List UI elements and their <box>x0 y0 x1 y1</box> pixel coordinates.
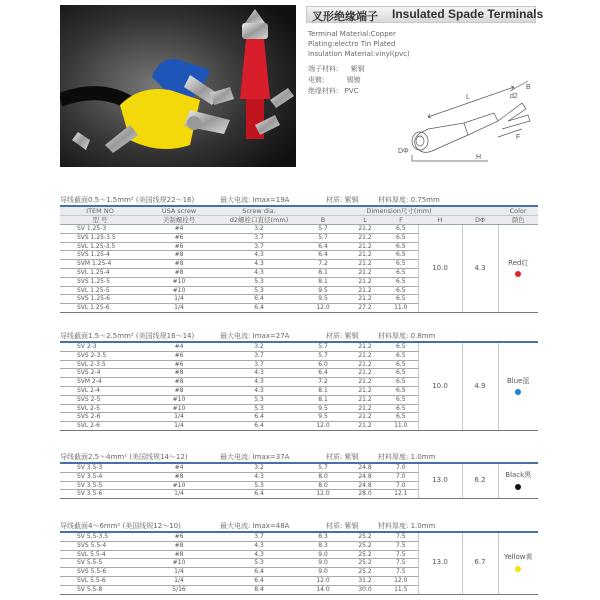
col-header-color: Color <box>498 206 538 216</box>
col-header-screw-dia: Screw dia. <box>218 206 300 216</box>
material: 材质: 紫铜 <box>326 196 359 204</box>
item-no-cell: SVL 2-5 <box>60 404 140 413</box>
dim-b-cell: 9.0 <box>300 559 346 568</box>
usa-screw-cell: #10 <box>140 559 218 568</box>
dim-b-cell: 12.0 <box>300 576 346 585</box>
dim-f-cell: 6.5 <box>384 242 418 251</box>
screw-dia-cell: 6.4 <box>218 413 300 422</box>
material-thickness: 材料厚度: 1.0mm <box>378 522 436 530</box>
dim-b-cell: 8.1 <box>300 268 346 277</box>
dim-b-cell: 8.3 <box>300 541 346 550</box>
dim-f-cell: 6.5 <box>384 404 418 413</box>
dim-b-cell: 9.0 <box>300 568 346 577</box>
usa-screw-cell: #8 <box>140 550 218 559</box>
dim-l-cell: 21.2 <box>346 260 384 269</box>
screw-dia-cell: 3.7 <box>218 242 300 251</box>
screw-dia-cell: 4.3 <box>218 541 300 550</box>
screw-dia-cell: 4.3 <box>218 472 300 481</box>
dim-f-cell: 6.5 <box>384 277 418 286</box>
spec-section <box>60 451 538 499</box>
dim-l-cell: 21.2 <box>346 268 384 277</box>
col-header-usa-screw: USA screw <box>140 206 218 216</box>
item-no-cell: SVL 2-6 <box>60 422 140 431</box>
usa-screw-cell: #10 <box>140 404 218 413</box>
screw-dia-cell: 3.2 <box>218 463 300 472</box>
screw-dia-cell: 6.4 <box>218 568 300 577</box>
dim-f-cell: 7.0 <box>384 463 418 472</box>
dim-label-d2: d2 <box>510 93 518 100</box>
item-no-cell: SVS 2-4 <box>60 369 140 378</box>
item-no-cell: SVS 1.25-3.5 <box>60 233 140 242</box>
screw-dia-cell: 8.4 <box>218 585 300 594</box>
dim-f-cell: 6.5 <box>384 351 418 360</box>
screw-dia-cell: 3.7 <box>218 351 300 360</box>
usa-screw-cell: #8 <box>140 541 218 550</box>
spec-table <box>60 205 538 313</box>
dim-b-cell: 9.5 <box>300 295 346 304</box>
dim-l-cell: 21.2 <box>346 386 384 395</box>
dim-f-cell: 6.5 <box>384 378 418 387</box>
dim-l-cell: 21.2 <box>346 251 384 260</box>
item-no-cell: SVL 1.25-3.5 <box>60 242 140 251</box>
dim-f-cell: 6.5 <box>384 251 418 260</box>
max-current: 最大电流: Imax=27A <box>220 332 290 340</box>
spec-cn-label: 电镀: <box>308 76 325 84</box>
color-label: Red红 <box>508 258 529 267</box>
product-photo <box>60 5 296 167</box>
dim-l-cell: 21.2 <box>346 277 384 286</box>
title-english: Insulated Spade Terminals <box>392 7 544 21</box>
item-no-cell: SVL 5.5-4 <box>60 550 140 559</box>
dim-b-cell: 9.5 <box>300 413 346 422</box>
dim-l-cell: 25.2 <box>346 541 384 550</box>
item-no-cell: SVS 5.5-4 <box>60 541 140 550</box>
dim-f-cell: 6.5 <box>384 369 418 378</box>
screw-dia-cell: 4.3 <box>218 386 300 395</box>
usa-screw-cell: #6 <box>140 360 218 369</box>
dim-f-cell: 11.5 <box>384 585 418 594</box>
dim-b-cell: 5.7 <box>300 233 346 242</box>
item-no-cell: SVM 2-4 <box>60 378 140 387</box>
wire-range: 导线截面0.5～1.5mm² (美国线规22～16) <box>60 196 195 204</box>
col-header-usa-screw-cn: 美制螺栓号 <box>140 216 218 225</box>
dim-l-cell: 24.8 <box>346 463 384 472</box>
dim-l-cell: 24.8 <box>346 472 384 481</box>
dim-b-cell: 12.0 <box>300 422 346 431</box>
color-swatch-dot <box>515 566 521 572</box>
item-no-cell: SVS 2-5 <box>60 395 140 404</box>
dim-f-cell: 7.5 <box>384 532 418 541</box>
usa-screw-cell: #10 <box>140 277 218 286</box>
usa-screw-cell: #10 <box>140 286 218 295</box>
screw-dia-cell: 6.4 <box>218 576 300 585</box>
col-header-d-phi: DΦ <box>462 216 498 225</box>
dim-l-cell: 31.2 <box>346 576 384 585</box>
usa-screw-cell: #4 <box>140 342 218 351</box>
dim-f-cell: 6.5 <box>384 295 418 304</box>
spec-cn-value: 锡镀 <box>346 76 361 84</box>
color-cell <box>498 532 538 594</box>
spec-cn-label: 端子材料: <box>308 65 339 73</box>
col-header-l: L <box>346 216 384 225</box>
item-no-cell: SVL 2-3.5 <box>60 360 140 369</box>
dim-b-cell: 14.0 <box>300 585 346 594</box>
usa-screw-cell: 1/4 <box>140 413 218 422</box>
dim-b-cell: 9.0 <box>300 550 346 559</box>
col-header-color-cn: 颜色 <box>498 216 538 225</box>
dim-l-cell: 21.2 <box>346 369 384 378</box>
spec-insulation: Insulation Material:vinyl(pvc) <box>308 50 410 58</box>
dim-label-l: L <box>466 94 470 101</box>
dim-l-cell: 25.2 <box>346 568 384 577</box>
dim-h-cell: 13.0 <box>418 532 462 594</box>
item-no-cell: SVS 1.25-6 <box>60 295 140 304</box>
dim-h-cell: 10.0 <box>418 225 462 313</box>
dim-b-cell: 12.0 <box>300 304 346 313</box>
item-no-cell: SVL 5.5-6 <box>60 576 140 585</box>
dim-b-cell: 7.2 <box>300 378 346 387</box>
usa-screw-cell: 1/4 <box>140 304 218 313</box>
dim-label-b: B <box>526 84 531 91</box>
screw-dia-cell: 6.4 <box>218 490 300 499</box>
max-current: 最大电流: Imax=19A <box>220 196 290 204</box>
dim-f-cell: 7.5 <box>384 559 418 568</box>
dim-l-cell: 28.0 <box>346 490 384 499</box>
dim-b-cell: 6.4 <box>300 242 346 251</box>
dim-f-cell: 6.5 <box>384 260 418 269</box>
dim-d-phi-cell: 6.2 <box>462 463 498 499</box>
item-no-cell: SV 3.5-5 <box>60 481 140 490</box>
dim-d-phi-cell: 4.9 <box>462 342 498 430</box>
item-no-cell: SV 2-3 <box>60 342 140 351</box>
dim-l-cell: 21.2 <box>346 225 384 234</box>
usa-screw-cell: #8 <box>140 472 218 481</box>
dim-b-cell: 8.1 <box>300 277 346 286</box>
usa-screw-cell: 1/4 <box>140 490 218 499</box>
usa-screw-cell: #10 <box>140 395 218 404</box>
dim-b-cell: 5.7 <box>300 351 346 360</box>
terminals-illustration <box>60 5 296 167</box>
dim-b-cell: 9.5 <box>300 404 346 413</box>
usa-screw-cell: #8 <box>140 378 218 387</box>
dim-f-cell: 6.5 <box>384 268 418 277</box>
dim-f-cell: 7.5 <box>384 550 418 559</box>
usa-screw-cell: #6 <box>140 532 218 541</box>
spec-cn-row <box>308 75 361 85</box>
screw-dia-cell: 4.3 <box>218 369 300 378</box>
item-no-cell: SV 3.5-6 <box>60 490 140 499</box>
item-no-cell: SV 5.5-5 <box>60 559 140 568</box>
col-header-item-no: ITEM NO <box>60 206 140 216</box>
dim-l-cell: 21.2 <box>346 360 384 369</box>
material-thickness: 材料厚度: 1.0mm <box>378 453 436 461</box>
screw-dia-cell: 5.3 <box>218 481 300 490</box>
screw-dia-cell: 6.4 <box>218 304 300 313</box>
usa-screw-cell: 1/4 <box>140 568 218 577</box>
material: 材质: 紫铜 <box>326 522 359 530</box>
dim-d-phi-cell: 6.7 <box>462 532 498 594</box>
dim-b-cell: 5.7 <box>300 342 346 351</box>
spec-cn-row <box>308 86 359 96</box>
table-row <box>60 532 538 541</box>
section-header <box>60 520 538 531</box>
usa-screw-cell: 1/4 <box>140 295 218 304</box>
dim-f-cell: 7.0 <box>384 472 418 481</box>
dim-l-cell: 21.2 <box>346 404 384 413</box>
item-no-cell: SVS 5.5-6 <box>60 568 140 577</box>
dim-f-cell: 6.5 <box>384 286 418 295</box>
item-no-cell: SVS 1.25-4 <box>60 251 140 260</box>
usa-screw-cell: #8 <box>140 251 218 260</box>
dim-l-cell: 21.2 <box>346 233 384 242</box>
section-header <box>60 194 538 205</box>
screw-dia-cell: 3.7 <box>218 233 300 242</box>
screw-dia-cell: 5.3 <box>218 286 300 295</box>
material: 材质: 紫铜 <box>326 332 359 340</box>
dim-l-cell: 21.2 <box>346 422 384 431</box>
dim-f-cell: 6.5 <box>384 395 418 404</box>
col-header-screw-dia-cn: d2螺栓口直径(mm) <box>218 216 300 225</box>
dim-f-cell: 11.0 <box>384 422 418 431</box>
item-no-cell: SVS 1.25-5 <box>60 277 140 286</box>
dim-b-cell: 8.3 <box>300 532 346 541</box>
dim-h-cell: 13.0 <box>418 463 462 499</box>
item-no-cell: SVL 2-4 <box>60 386 140 395</box>
item-no-cell: SVL 1.25-4 <box>60 268 140 277</box>
max-current: 最大电流: Imax=37A <box>220 453 290 461</box>
item-no-cell: SVS 2-3.5 <box>60 351 140 360</box>
table-row <box>60 225 538 234</box>
dim-f-cell: 6.5 <box>384 233 418 242</box>
spec-terminal-material: Terminal Material:Copper <box>308 30 396 38</box>
screw-dia-cell: 4.3 <box>218 251 300 260</box>
wire-range: 导线截面4～6mm² (美国线规12～10) <box>60 522 181 530</box>
dim-f-cell: 12.0 <box>384 576 418 585</box>
usa-screw-cell: 5/16 <box>140 585 218 594</box>
spec-table <box>60 462 538 499</box>
usa-screw-cell: 1/4 <box>140 576 218 585</box>
color-cell <box>498 225 538 313</box>
wire-range: 导线截面1.5～2.5mm² (美国线规16～14) <box>60 332 195 340</box>
material-thickness: 材料厚度: 0.8mm <box>378 332 436 340</box>
usa-screw-cell: 1/4 <box>140 422 218 431</box>
section-header <box>60 330 538 341</box>
dim-b-cell: 6.4 <box>300 369 346 378</box>
usa-screw-cell: #6 <box>140 233 218 242</box>
screw-dia-cell: 4.3 <box>218 378 300 387</box>
dim-f-cell: 6.5 <box>384 386 418 395</box>
spec-plating: Plating:electro Tin Plated <box>308 40 396 48</box>
dim-b-cell: 5.7 <box>300 225 346 234</box>
terminal-barrel <box>415 123 468 152</box>
screw-dia-cell: 5.3 <box>218 559 300 568</box>
usa-screw-cell: #6 <box>140 242 218 251</box>
dim-label-h: H <box>476 154 482 161</box>
dim-d-phi-cell: 4.3 <box>462 225 498 313</box>
spec-table <box>60 531 538 595</box>
dim-l-cell: 21.2 <box>346 413 384 422</box>
screw-dia-cell: 3.7 <box>218 532 300 541</box>
usa-screw-cell: #6 <box>140 351 218 360</box>
usa-screw-cell: #8 <box>140 268 218 277</box>
screw-dia-cell: 5.3 <box>218 404 300 413</box>
dim-b-cell: 8.1 <box>300 386 346 395</box>
dim-l-cell: 27.2 <box>346 304 384 313</box>
table-row <box>60 463 538 472</box>
dim-l-cell: 21.2 <box>346 242 384 251</box>
material-thickness: 材料厚度: 0.75mm <box>378 196 440 204</box>
terminal-dimension-diagram <box>398 73 538 165</box>
dim-l-cell: 30.0 <box>346 585 384 594</box>
screw-dia-cell: 5.3 <box>218 395 300 404</box>
dim-f-cell: 7.5 <box>384 541 418 550</box>
dim-l-cell: 21.2 <box>346 295 384 304</box>
color-swatch-dot <box>515 389 521 395</box>
color-swatch-dot <box>515 484 521 490</box>
dim-b-cell: 8.0 <box>300 481 346 490</box>
item-no-cell: SV 5.5-8 <box>60 585 140 594</box>
dim-f-cell: 7.5 <box>384 568 418 577</box>
screw-dia-cell: 4.3 <box>218 260 300 269</box>
item-no-cell: SVL 1.25-5 <box>60 286 140 295</box>
table-row <box>60 342 538 351</box>
item-no-cell: SVS 2-6 <box>60 413 140 422</box>
item-no-cell: SV 5.5-3.5 <box>60 532 140 541</box>
dim-f-cell: 6.5 <box>384 360 418 369</box>
dim-f-cell: 6.5 <box>384 413 418 422</box>
dim-l-cell: 25.2 <box>346 532 384 541</box>
color-cell <box>498 463 538 499</box>
dim-l-cell: 21.2 <box>346 286 384 295</box>
dim-b-cell: 8.1 <box>300 395 346 404</box>
dim-b-cell: 8.0 <box>300 472 346 481</box>
title-chinese: 叉形绝缘端子 <box>312 10 378 23</box>
screw-dia-cell: 3.7 <box>218 360 300 369</box>
wire-range: 导线截面2.5～4mm² (美国线规14～12) <box>60 453 188 461</box>
usa-screw-cell: #4 <box>140 225 218 234</box>
dim-f-cell: 7.0 <box>384 481 418 490</box>
item-no-cell: SVM 1.25-4 <box>60 260 140 269</box>
dim-b-cell: 7.2 <box>300 260 346 269</box>
col-header-b: B <box>300 216 346 225</box>
dim-b-cell: 9.5 <box>300 286 346 295</box>
terminal-neck <box>464 113 498 135</box>
dim-l-cell: 21.2 <box>346 351 384 360</box>
screw-dia-cell: 4.3 <box>218 268 300 277</box>
dim-f-cell: 6.5 <box>384 342 418 351</box>
dim-b-cell: 6.0 <box>300 360 346 369</box>
color-label: Black黑 <box>505 471 532 480</box>
dim-label-d-phi: DΦ <box>398 148 409 155</box>
spec-section <box>60 194 538 313</box>
item-no-cell: SV 1.25-3 <box>60 225 140 234</box>
usa-screw-cell: #10 <box>140 481 218 490</box>
terminal-fork <box>498 103 530 129</box>
usa-screw-cell: #8 <box>140 369 218 378</box>
dim-f-cell: 6.5 <box>384 225 418 234</box>
color-label: Yellow黄 <box>503 553 533 562</box>
col-header-dimension: Dimension尺寸(mm) <box>300 206 498 216</box>
section-header <box>60 451 538 462</box>
screw-dia-cell: 3.2 <box>218 225 300 234</box>
dim-l-cell: 21.2 <box>346 378 384 387</box>
color-label: Blue蓝 <box>507 376 530 385</box>
dim-h-cell: 10.0 <box>418 342 462 430</box>
spec-cn-label: 绝缘材料: <box>308 87 339 95</box>
spec-cn-value: 紫铜 <box>350 65 365 73</box>
col-header-f: F <box>384 216 418 225</box>
screw-dia-cell: 6.4 <box>218 295 300 304</box>
screw-dia-cell: 5.3 <box>218 277 300 286</box>
screw-dia-cell: 4.3 <box>218 550 300 559</box>
usa-screw-cell: #8 <box>140 386 218 395</box>
screw-dia-cell: 3.2 <box>218 342 300 351</box>
material: 材质: 紫铜 <box>326 453 359 461</box>
spec-section <box>60 520 538 595</box>
usa-screw-cell: #4 <box>140 463 218 472</box>
dim-f-cell: 11.0 <box>384 304 418 313</box>
spec-section <box>60 330 538 431</box>
dim-l-cell: 25.2 <box>346 559 384 568</box>
dim-b-cell: 6.4 <box>300 251 346 260</box>
dim-b-cell: 5.7 <box>300 463 346 472</box>
screw-dia-cell: 6.4 <box>218 422 300 431</box>
spec-table <box>60 341 538 431</box>
spec-cn-value: PVC <box>344 87 359 95</box>
spec-cn-row <box>308 64 365 74</box>
dim-l-cell: 21.2 <box>346 342 384 351</box>
col-header-h: H <box>418 216 462 225</box>
max-current: 最大电流: Imax=48A <box>220 522 290 530</box>
dim-l-cell: 21.2 <box>346 395 384 404</box>
dim-label-f: F <box>516 134 521 141</box>
color-cell <box>498 342 538 430</box>
dim-l-cell: 25.2 <box>346 550 384 559</box>
dim-l-cell: 24.8 <box>346 481 384 490</box>
dim-b-cell: 12.0 <box>300 490 346 499</box>
item-no-cell: SV 3.5-4 <box>60 472 140 481</box>
col-header-item-no-cn: 型 号 <box>60 216 140 225</box>
color-swatch-dot <box>515 271 521 277</box>
item-no-cell: SV 3.5-3 <box>60 463 140 472</box>
item-no-cell: SVL 1.25-6 <box>60 304 140 313</box>
dim-f-cell: 12.1 <box>384 490 418 499</box>
usa-screw-cell: #8 <box>140 260 218 269</box>
